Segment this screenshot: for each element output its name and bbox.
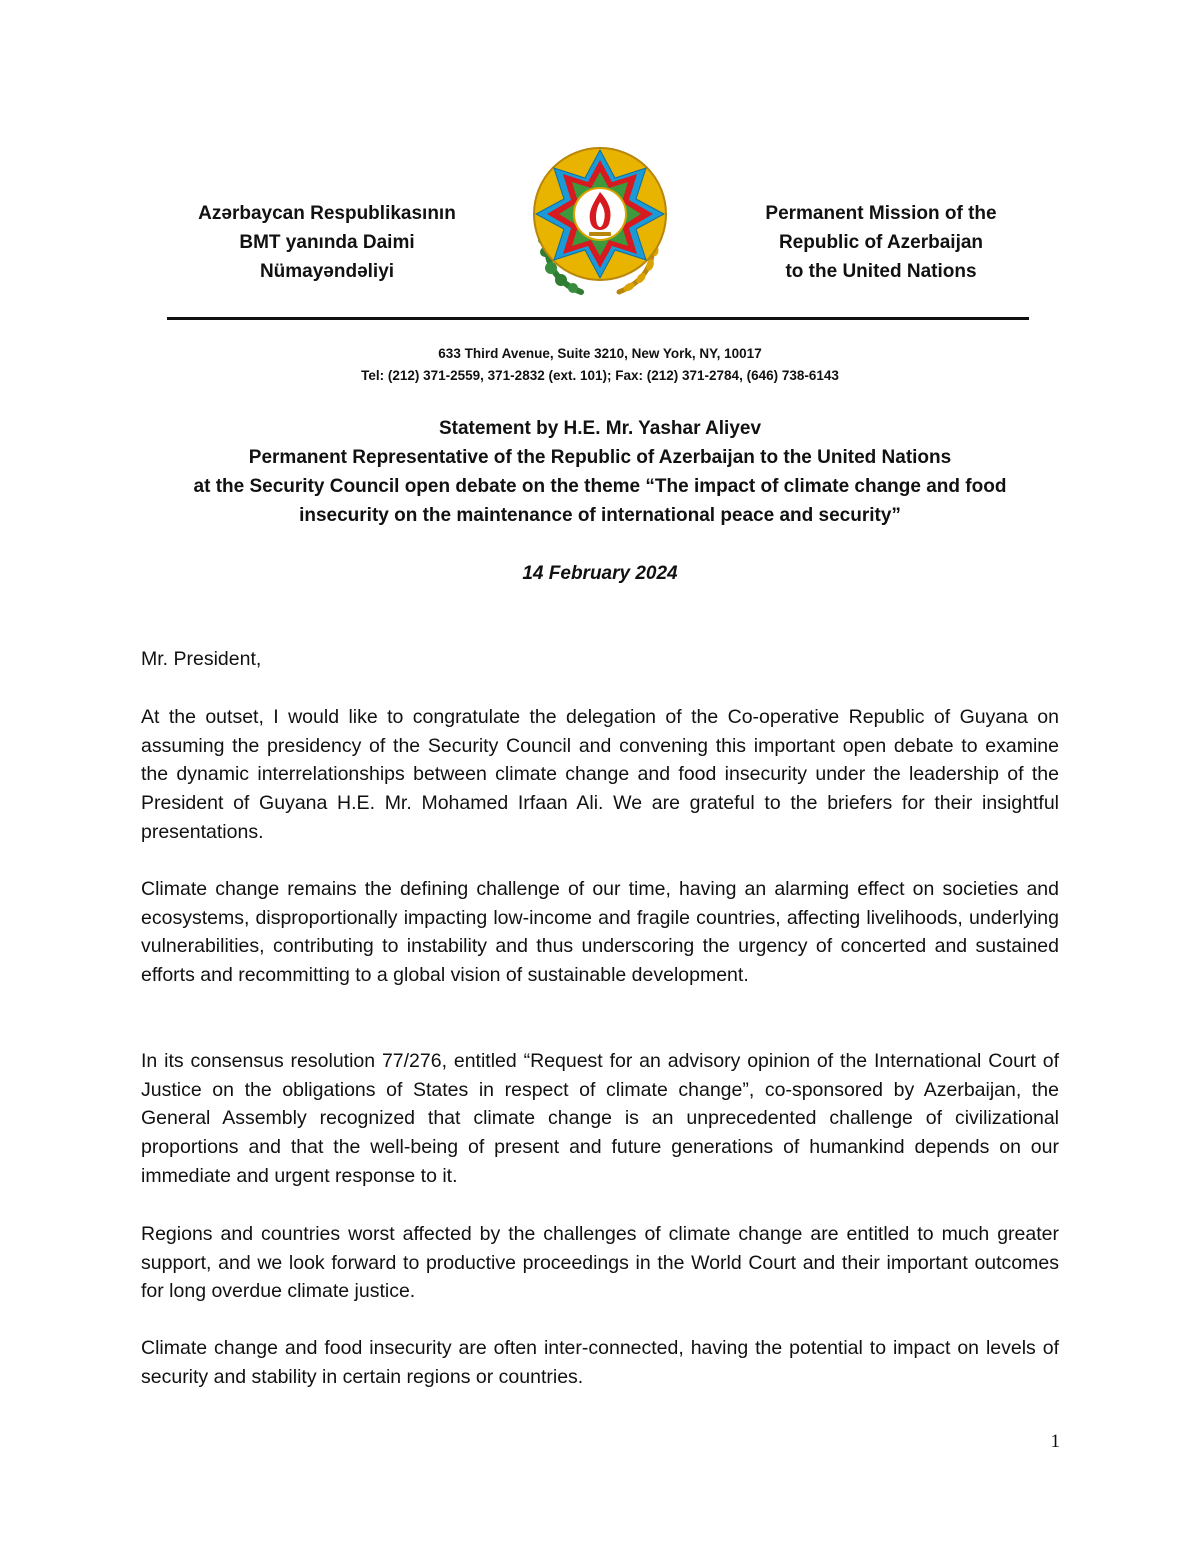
paragraph: Climate change and food insecurity are often inter-connected, having the potential to impact on levels of security and stability in certain regions or countries. (141, 1337, 1059, 1388)
page-number: 1 (1050, 1431, 1060, 1452)
header-divider (167, 317, 1029, 320)
paragraph: At the outset, I would like to congratulate the delegation of the Co-operative Republic of Guyana on assuming the presidency of the Security Council and convening this important open debate to examine the dynamic interrelationships between climate change and food insecurity under the leadership of the President of Guyana H.E. Mr. Mohamed Irfaan Ali. We are grateful to the briefers for their insightful presentations. (141, 706, 1059, 843)
title-line: at the Security Council open debate on the theme “The impact of climate change and food (193, 476, 1007, 497)
header-english (716, 199, 1046, 286)
paragraph: Regions and countries worst affected by the challenges of climate change are entitled to much greater support, and we look forward to productive proceedings in the World Court and their important outcomes for long overdue climate justice. (141, 1223, 1059, 1303)
statement-title (60, 414, 1140, 530)
statement-date: 14 February 2024 (522, 563, 678, 584)
mission-address (0, 343, 1200, 387)
header-right-line: to the United Nations (785, 261, 977, 282)
header-left-line: Azərbaycan Respublikasının (198, 203, 456, 224)
header-right-line: Permanent Mission of the (765, 203, 997, 224)
azerbaijan-state-emblem-icon (529, 142, 671, 300)
header-azerbaijani (162, 199, 492, 286)
header-left-line: BMT yanında Daimi (239, 232, 415, 253)
header-left-line: Nümayəndəliyi (259, 261, 395, 282)
paragraph: In its consensus resolution 77/276, entitled “Request for an advisory opinion of the International Court of Justice on the obligations of States in respect of climate change”, co-sponsored by Azerbaijan, the General Assembly recognized that climate change is an unprecedented challenge of civilizational proportions and that the well-being of present and future generations of humankind depends on our immediate and urgent response to it. (141, 1050, 1059, 1187)
contact-line: Tel: (212) 371-2559, 371-2832 (ext. 101); Fax: (212) 371-2784, (646) 738-6143 (361, 368, 839, 383)
title-line: Permanent Representative of the Republic of Azerbaijan to the United Nations (248, 447, 952, 468)
paragraph: Climate change remains the defining challenge of our time, having an alarming effect on societies and ecosystems, disproportionally impacting low-income and fragile countries, affecting livelihoods, underlying vulnerabilities, contributing to instability and thus underscoring the urgency of concerted and sustained efforts and recommitting to a global vision of sustainable development. (141, 878, 1059, 987)
title-line: insecurity on the maintenance of international peace and security” (299, 505, 901, 526)
title-line: Statement by H.E. Mr. Yashar Aliyev (438, 418, 762, 439)
header-right-line: Republic of Azerbaijan (778, 232, 984, 253)
address-line: 633 Third Avenue, Suite 3210, New York, NY, 10017 (438, 346, 762, 361)
salutation: Mr. President, (141, 648, 262, 670)
